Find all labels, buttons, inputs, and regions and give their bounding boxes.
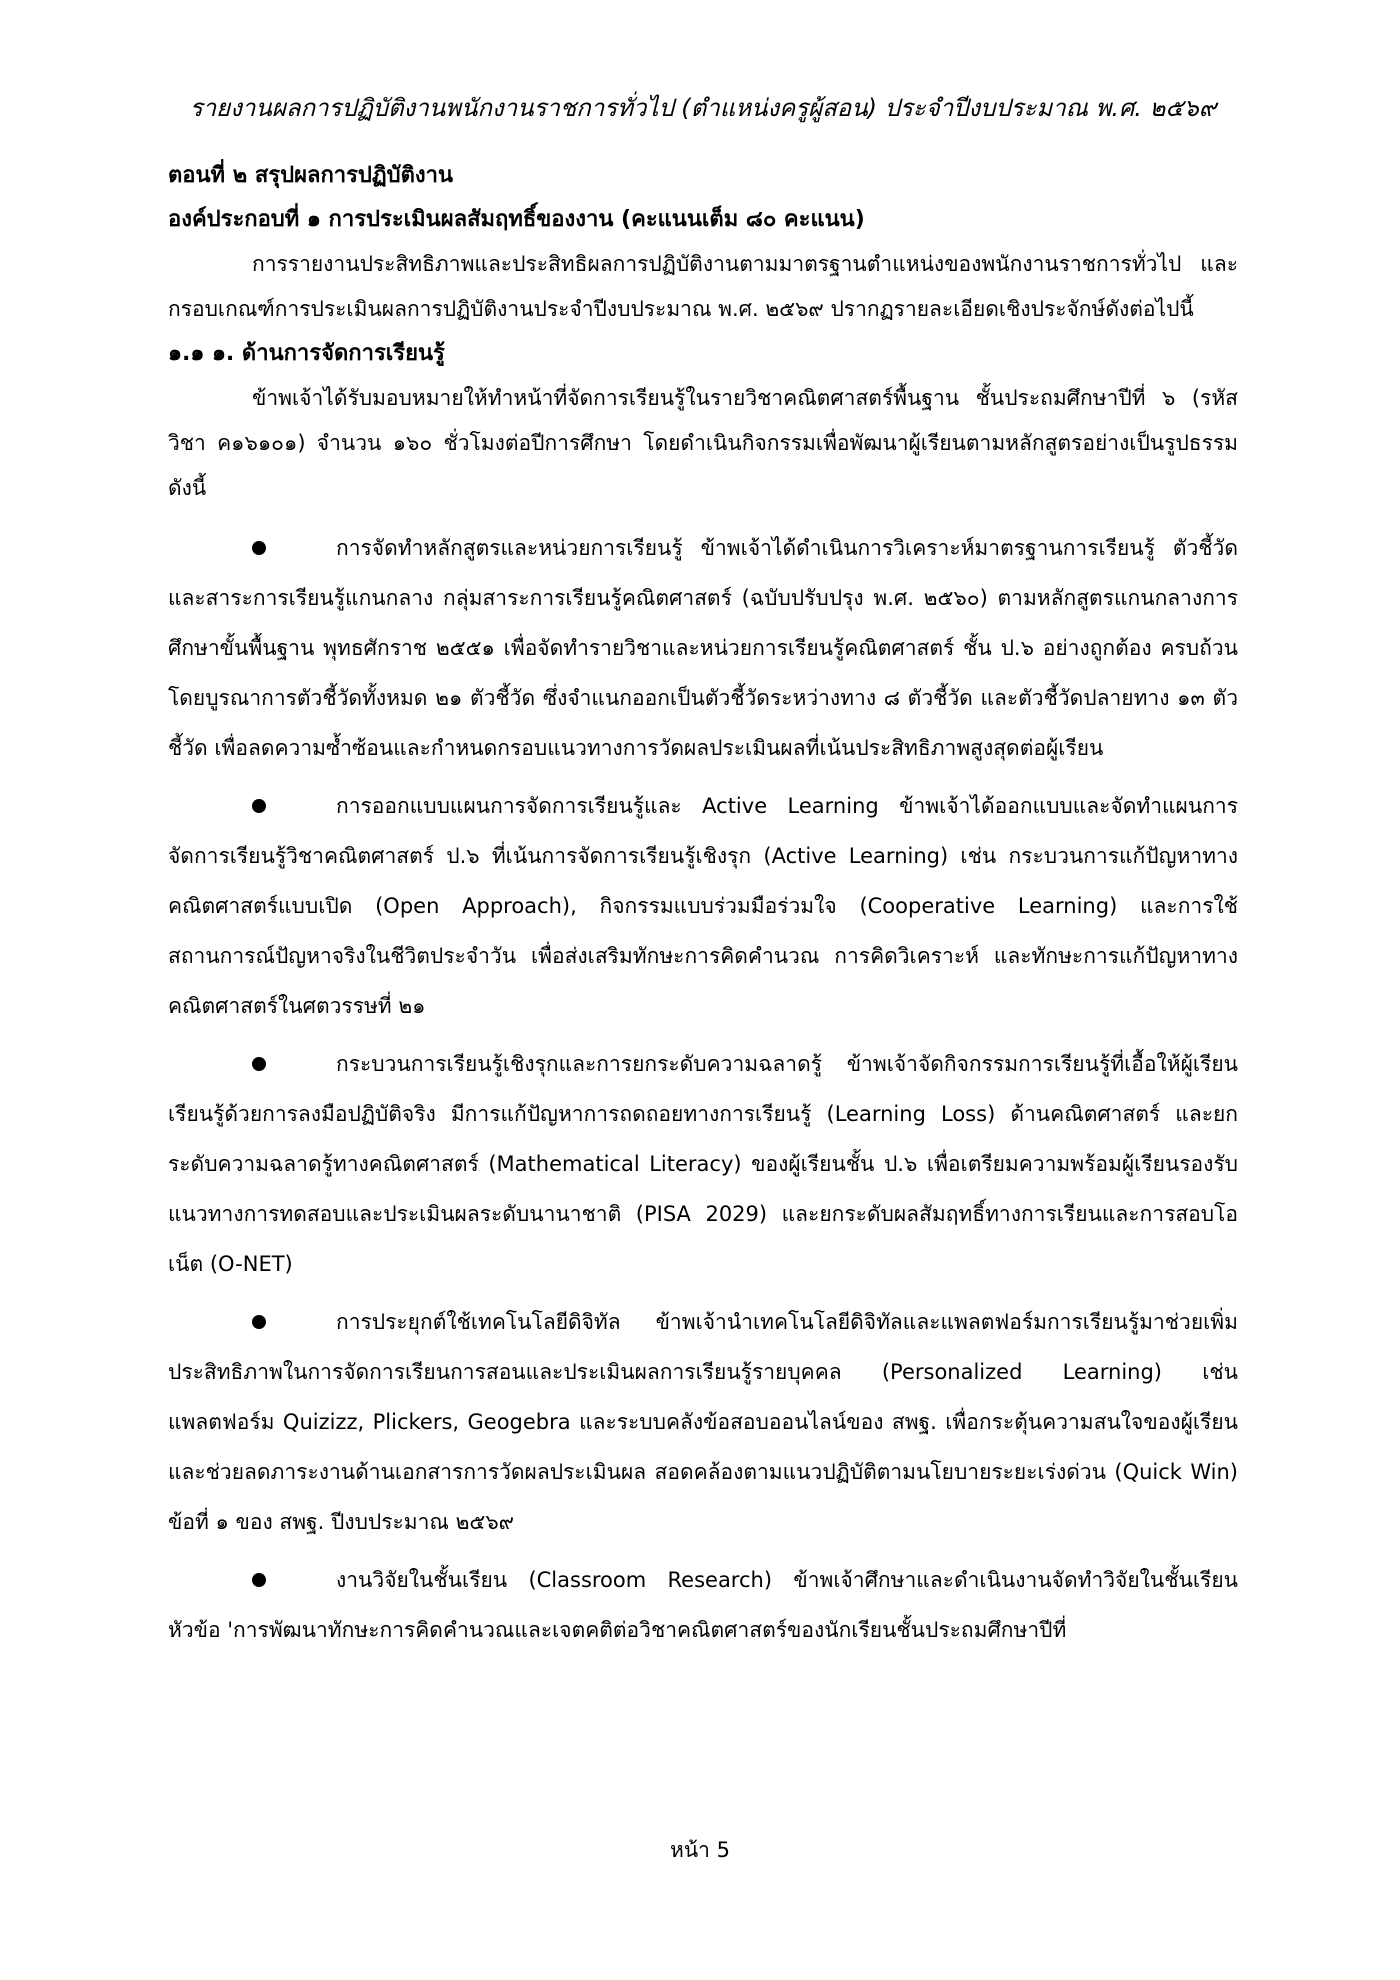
bullet-text: กระบวนการเรียนรู้เชิงรุกและการยกระดับความฉลาดรู้ ข้าพเจ้าจัดกิจกรรมการเรียนรู้ที่เอื้อให้ผู้เรียนเรียนรู้ด้วยการลงมือปฏิบัติจริง มีการแก้ปัญหาการถดถอยทางการเรียนรู้ (Learning Loss) ด้านคณิตศาสตร์ และยกระดับความฉลาดรู้ทางคณิตศาสตร์ (Mathematical Literacy) ของผู้เรียนชั้น ป.๖ เพื่อเตรียมความพร้อมผู้เรียนรองรับแนวทางการทดสอบและประเมินผลระดับนานาชาติ (PISA 2029) และยกระดับผลสัมฤทธิ์ทางการเรียนและการสอบโอเน็ต (O-NET)	[168, 1052, 1238, 1276]
sub-heading: ๑.๑ ๑. ด้านการจัดการเรียนรู้	[168, 341, 445, 366]
sub-intro-paragraph: ข้าพเจ้าได้รับมอบหมายให้ทำหน้าที่จัดการเรียนรู้ในรายวิชาคณิตศาสตร์พื้นฐาน ชั้นประถมศึกษาปีที่ ๖ (รหัสวิชา ค๑๖๑๐๑) จำนวน ๑๖๐ ชั่วโมงต่อปีการศึกษา โดยดำเนินกิจกรรมเพื่อพัฒนาผู้เรียนตามหลักสูตรอย่างเป็นรูปธรรม ดังนี้	[168, 386, 1238, 500]
bullet-text: งานวิจัยในชั้นเรียน (Classroom Research) ข้าพเจ้าศึกษาและดำเนินงานจัดทำวิจัยในชั้นเรียน หัวข้อ 'การพัฒนาทักษะการคิดคำนวณและเจตคติต่อวิชาคณิตศาสตร์ของนักเรียนชั้นประถมศึกษาปีที่	[168, 1568, 1238, 1642]
part-heading: ตอนที่ ๒ สรุปผลการปฏิบัติงาน	[168, 163, 454, 188]
intro-paragraph: การรายงานประสิทธิภาพและประสิทธิผลการปฏิบัติงานตามมาตรฐานตำแหน่งของพนักงานราชการทั่วไป และกรอบเกณฑ์การประเมินผลการปฏิบัติงานประจำปีงบประมาณ พ.ศ. ๒๕๖๙ ปรากฏรายละเอียดเชิงประจักษ์ดังต่อไปนี้	[168, 252, 1238, 321]
bullet-dot-icon	[252, 1315, 266, 1329]
bullet-list	[168, 523, 1238, 1655]
bullet-item-curriculum	[168, 523, 1238, 773]
page-number: หน้า 5	[669, 1838, 731, 1862]
bullet-item-digital-technology	[168, 1297, 1238, 1547]
component-heading: องค์ประกอบที่ ๑ การประเมินผลสัมฤทธิ์ของงาน (คะแนนเต็ม ๘๐ คะแนน)	[168, 207, 865, 232]
page-header-title: รายงานผลการปฏิบัติงานพนักงานราชการทั่วไป (ตำแหน่งครูผู้สอน) ประจำปีงบประมาณ พ.ศ. ๒๕๖๙	[189, 94, 1217, 122]
bullet-text: การจัดทำหลักสูตรและหน่วยการเรียนรู้ ข้าพเจ้าได้ดำเนินการวิเคราะห์มาตรฐานการเรียนรู้ ตัวชี้วัด และสาระการเรียนรู้แกนกลาง กลุ่มสาระการเรียนรู้คณิตศาสตร์ (ฉบับปรับปรุง พ.ศ. ๒๕๖๐) ตามหลักสูตรแกนกลางการศึกษาขั้นพื้นฐาน พุทธศักราช ๒๕๕๑ เพื่อจัดทำรายวิชาและหน่วยการเรียนรู้คณิตศาสตร์ ชั้น ป.๖ อย่างถูกต้อง ครบถ้วน โดยบูรณาการตัวชี้วัดทั้งหมด ๒๑ ตัวชี้วัด ซึ่งจำแนกออกเป็นตัวชี้วัดระหว่างทาง ๘ ตัวชี้วัด และตัวชี้วัดปลายทาง ๑๓ ตัวชี้วัด เพื่อลดความซ้ำซ้อนและกำหนดกรอบแนวทางการวัดผลประเมินผลที่เน้นประสิทธิภาพสูงสุดต่อผู้เรียน	[168, 536, 1238, 760]
bullet-text: การออกแบบแผนการจัดการเรียนรู้และ Active Learning ข้าพเจ้าได้ออกแบบและจัดทำแผนการจัดการเรียนรู้วิชาคณิตศาสตร์ ป.๖ ที่เน้นการจัดการเรียนรู้เชิงรุก (Active Learning) เช่น กระบวนการแก้ปัญหาทางคณิตศาสตร์แบบเปิด (Open Approach), กิจกรรมแบบร่วมมือร่วมใจ (Cooperative Learning) และการใช้สถานการณ์ปัญหาจริงในชีวิตประจำวัน เพื่อส่งเสริมทักษะการคิดคำนวณ การคิดวิเคราะห์ และทักษะการแก้ปัญหาทางคณิตศาสตร์ในศตวรรษที่ ๒๑	[168, 794, 1238, 1018]
bullet-text: การประยุกต์ใช้เทคโนโลยีดิจิทัล ข้าพเจ้านำเทคโนโลยีดิจิทัลและแพลตฟอร์มการเรียนรู้มาช่วยเพิ่มประสิทธิภาพในการจัดการเรียนการสอนและประเมินผลการเรียนรู้รายบุคคล (Personalized Learning) เช่น แพลตฟอร์ม Quizizz, Plickers, Geogebra และระบบคลังข้อสอบออนไลน์ของ สพฐ. เพื่อกระตุ้นความสนใจของผู้เรียนและช่วยลดภาระงานด้านเอกสารการวัดผลประเมินผล สอดคล้องตามแนวปฏิบัติตามนโยบายระยะเร่งด่วน (Quick Win) ข้อที่ ๑ ของ สพฐ. ปีงบประมาณ ๒๕๖๙	[168, 1310, 1238, 1534]
bullet-item-active-learning	[168, 781, 1238, 1031]
bullet-dot-icon	[252, 1573, 266, 1587]
bullet-dot-icon	[252, 799, 266, 813]
bullet-dot-icon	[252, 1057, 266, 1071]
bullet-item-literacy	[168, 1039, 1238, 1289]
bullet-item-classroom-research	[168, 1555, 1238, 1655]
bullet-dot-icon	[252, 541, 266, 555]
